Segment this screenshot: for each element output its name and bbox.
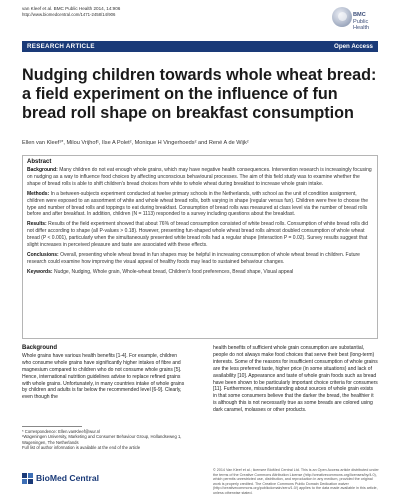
abstract-heading: Abstract — [27, 159, 52, 165]
journal-logo-line1: BMC — [353, 12, 366, 18]
abstract-label: Background: — [27, 167, 58, 173]
footnotes — [22, 429, 190, 451]
abstract-label: Results: — [27, 221, 47, 228]
open-access-label: Open Access — [334, 43, 373, 50]
abstract-methods — [27, 191, 373, 219]
correspondence-note: * Correspondence: Ellen.vanKleef@wur.nl — [22, 429, 101, 434]
journal-logo — [328, 5, 384, 33]
abstract-background — [27, 167, 373, 188]
journal-logo-icon — [332, 7, 352, 27]
affiliation-note: ¹Wageningen University, Marketing and Consumer Behaviour Group, Hollandseweg 1, Wageningen, The Netherlands — [22, 434, 182, 445]
article-title: Nudging children towards whole wheat bread: a field experiment on the influence of fun bread roll shape on breakfast consumption — [22, 66, 377, 123]
abstract-box — [22, 155, 378, 339]
publisher-name: BioMed Central — [36, 473, 100, 483]
abstract-text: In a between-subjects experiment conducted at twelve primary schools in the Netherlands, with school as the unit of condition assignment, children were exposed to an assortment of white and whole wheat bread rolls, both varying in shape (regular versus fun). Children were free to choose the type and number of bread rolls and toppings to eat during breakfast. Consumption of bread rolls was measured at class level via the number of bread rolls before and after breakfast. In addition, children (N = 1113) responded to a survey including questions about the breakfast. — [27, 190, 369, 218]
author-list: Ellen van Kleef¹*, Milou Vrijhof¹, Ilse A Polet², Monique H Vingerhoeds² and René A de Wijk² — [22, 140, 249, 146]
biomed-central-icon — [22, 473, 34, 484]
abstract-label: Methods: — [27, 190, 50, 197]
article-type-label: RESEARCH ARTICLE — [27, 43, 95, 50]
abstract-keywords — [27, 269, 373, 276]
publisher-logo — [22, 472, 100, 486]
abstract-text: Many children do not eat enough whole grains, which may have negative health consequences. Intervention research is increasingly focusing on nudging as a way to influence food choices by affecting unconscious behavioural processes. The aim of this field study was to examine whether the shape of bread rolls is able to shift children's bread choices from white to whole wheat during breakfast to increase whole grain intake. — [27, 167, 372, 187]
copyright-notice: © 2014 Van Kleef et al.; licensee BioMed Central Ltd. This is an Open Access article distributed under the terms of the Creative Commons Attribution License (http://creativecommons.org/licenses/by/4.0), which permits unrestricted use, distribution, and reproduction in any medium, provided the original work is properly credited. The Creative Commons Public Domain Dedication waiver (http://creativecommons.org/publicdomain/zero/1.0/) applies to the data made available in this article, unless otherwise stated. — [213, 468, 379, 495]
body-right-column — [213, 345, 378, 414]
abstract-label: Conclusions: — [27, 251, 59, 258]
footnote-divider — [22, 426, 82, 427]
article-url[interactable]: http://www.biomedcentral.com/1471-2458/14/906 — [22, 12, 116, 17]
abstract-text: Nudge, Nudging, Whole grain, Whole-wheat bread, Children's food preferences, Bread shape, Visual appeal — [53, 268, 294, 275]
body-left-column — [22, 345, 187, 401]
journal-logo-line2: Public Health — [353, 19, 370, 31]
article-type-banner — [22, 41, 378, 52]
citation-header — [22, 6, 120, 18]
author-info-note: Full list of author information is available at the end of the article — [22, 445, 141, 451]
background-text-left: Whole grains have various health benefits [1-4]. For example, children who consume whole grains have significantly higher intakes of fibre and magnesium compared to children who do not consume whole grains [5]. Hence, international nutrition guidelines advise to replace refined grains with whole grains. Unfortunately, in many countries intake of whole grains by children and adults is far below the recommended level [6-9]. Clearly, even though the — [22, 352, 185, 401]
abstract-results — [27, 221, 373, 249]
abstract-conclusions — [27, 252, 373, 266]
abstract-text: Results of the field experiment showed that about 76% of bread consumption consisted of white bread rolls. Consumption of white bread rolls did not differ according to shape (all P-values > 0.18). However, presenting fun-shaped whole wheat bread rolls almost doubled consumption of whole wheat bread (P < 0.001), particularly when the simultaneously presented white bread rolls had a regular shape (interaction P = 0.02). Survey results suggest that slight increases in perceived pleasure and taste are associated with these effects. — [27, 221, 369, 249]
background-text-right: health benefits of sufficient whole grain consumption are substantial, people do not always make food choices that serve their best (long-term) interests. Some of the reasons for insufficient consumption of whole grains are the less preferred taste, higher price (in some situations) and lack of availability [10]. Appearance and taste of whole grain foods such as bread have been shown to be particularly important choice criteria for consumers [11]. Furthermore, misunderstanding about sources of whole grain exists in that some consumers believe that the darker the bread, the healthier it is although this is not necessarily true as some breads are colored using dark caramel, molasses or other products. — [213, 345, 378, 414]
background-heading: Background — [22, 345, 58, 351]
abstract-label: Keywords: — [27, 268, 53, 275]
citation-text: van Kleef et al. BMC Public Health 2014, 14:906 — [22, 6, 121, 11]
abstract-text: Overall, presenting whole wheat bread in fun shapes may be helpful in increasing consumption of whole wheat bread in children. Future research could examine how improving the visual appeal of healthy foods may lead to sustained behaviour changes. — [27, 251, 360, 265]
